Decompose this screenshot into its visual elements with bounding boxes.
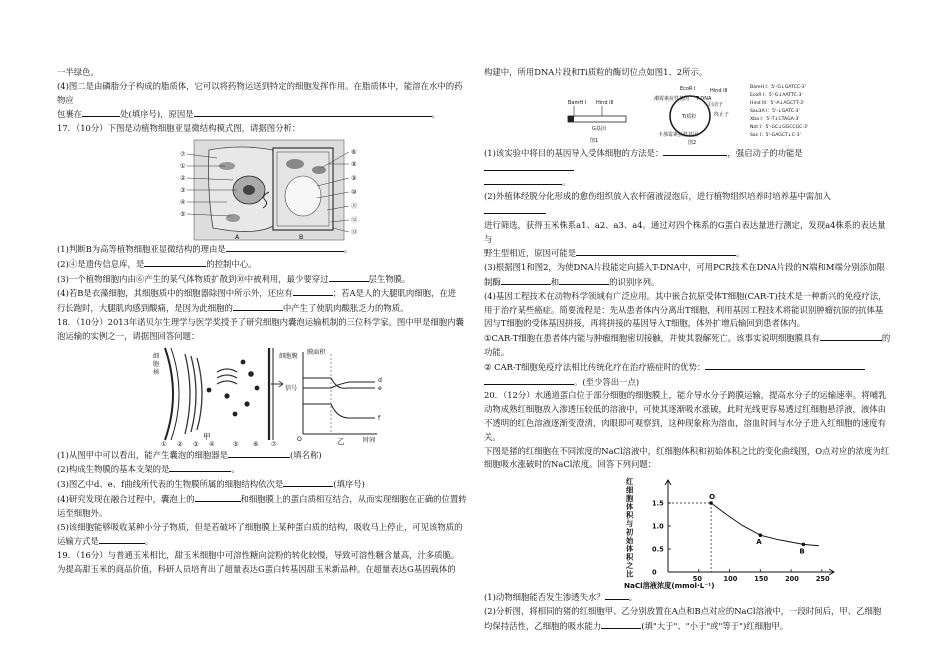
fig18-num: ③ [193, 440, 199, 448]
answer-blank[interactable] [576, 246, 736, 256]
fig1-caption: 图1 [590, 137, 599, 144]
fig2-ecori: EcoR I [680, 85, 696, 92]
answer-blank[interactable] [663, 146, 727, 156]
fig17-label: ⑦ [180, 150, 186, 158]
data-point-label: A [756, 538, 762, 547]
answer-blank[interactable] [501, 275, 551, 285]
answer-blank[interactable] [82, 107, 120, 117]
q17-4-cont [57, 301, 470, 316]
fig17-label-b: B [299, 233, 304, 241]
q19-heading: 19．（16分）与普通玉米相比，甜玉米细胞中可溶性糖向淀粉的转化较慢，导致可溶性糖含量高，汁多质脆。 [57, 550, 460, 561]
text: 。 [431, 109, 441, 120]
answer-blank[interactable] [559, 275, 609, 285]
q19-3-cont [484, 275, 892, 290]
enzyme-site: Sau3A I：5'-↓GATC-3' [750, 108, 800, 114]
q19-3: (3)根据图1和图2，为使DNA片段能定向插入T-DNA中，可用PCR技术在DNA片段的N端和M端分别添加限 [484, 262, 885, 273]
fig18-num: ⑥ [253, 440, 259, 448]
answer-blank[interactable] [233, 301, 283, 311]
answer-blank[interactable] [605, 590, 629, 600]
q19-4-1-cont: 功能。 [484, 346, 510, 357]
q19-4: (4)基因工程技术在动物科学领域有广泛应用。其中嵌合抗原受体T细胞(CAR-T)技术是一种新兴的免疫疗法， [484, 290, 887, 301]
text: (填序号) [333, 479, 365, 490]
answer-blank[interactable] [226, 242, 344, 252]
fig17-label: ② [180, 174, 186, 182]
chart-ylabel-char: 红 [626, 477, 634, 487]
data-point-label: O [709, 493, 716, 502]
chart-ylabel-char: 体 [626, 502, 634, 512]
q20-heading-cont: 动物成熟红细胞放入渗透压较低的溶液中，可使其逐渐吸水涨破，此时光线更容易透过红细胞悬浮液，液体由 [484, 404, 886, 415]
data-point [709, 501, 713, 505]
answer-blank[interactable] [484, 204, 546, 214]
fig17-label: ① [180, 162, 186, 170]
fig18-num: ① [161, 440, 167, 448]
plasmid-figure [484, 80, 892, 146]
answer-blank[interactable] [169, 462, 231, 472]
fig17-label: ⑧ [351, 160, 357, 168]
fig2-tdna: T-DNA [696, 95, 712, 102]
fig18-signal: 信号 [285, 384, 298, 392]
q20-heading: 20．（12分）水通道蛋白位于部分细胞的细胞膜上，能介导水分子跨膜运输，提高水分子的运输速率。将哺乳 [484, 390, 887, 401]
chart-points [709, 493, 805, 555]
text: (4)图二是由磷脂分子构成的脂质体，它可以将药物运送到特定的细胞发挥作用。在脂质体中，能溶在水中的药物应 [57, 80, 463, 105]
x-tick-label: 100 [723, 575, 738, 584]
fig17-label: ⑥ [351, 148, 357, 156]
text: 运输方式是 [57, 536, 99, 547]
answer-blank[interactable] [820, 331, 882, 341]
text: (填名称) [290, 449, 322, 460]
chart-axes [665, 480, 834, 575]
chart-ylabel-char: 积 [626, 552, 634, 562]
q18-4 [57, 492, 470, 507]
q20-heading-cont2: 不透明的红色溶液逐渐变澄清，肉眼即可观察到，这种现象称为溶血，溶血时间与水分子进入红细胞的速度有关。 [484, 417, 886, 442]
answer-blank[interactable] [705, 360, 865, 370]
q19-4-cont: 用于治疗某些癌症。简要流程是：先从患者体内分离出T细胞，利用基因工程技术将能识别肿瘤抗原的抗体基 [484, 304, 884, 315]
data-point [759, 534, 763, 538]
text: (填"大于"、"小于"或"等于")红细胞甲。 [641, 620, 789, 631]
fig17-label: ⑫ [351, 216, 358, 224]
fig18-curve-e: e [378, 384, 382, 392]
fig18-num: ④ [209, 440, 215, 448]
right-column [484, 66, 892, 634]
q18-5: (5)该细胞能够吸收某种小分子物质，但是若破坏了细胞膜上某种蛋白质的结构，吸收马上停止，可见该物质的 [57, 521, 463, 532]
text: ①CAR-T细胞在患者体内能与肿瘤细胞密切接触，并使其裂解死亡。该事实说明细胞膜具有 [484, 333, 820, 344]
text: ，强启动子的功能是 [727, 147, 803, 158]
text: 。 [144, 536, 154, 547]
text: 和细胞膜上的蛋白质相互结合，从而实现细胞在正确的位置转 [240, 493, 467, 504]
y-tick-label: 0 [652, 568, 657, 577]
text: 处(填序号)，原因是 [120, 109, 194, 120]
chart-ylabel-char: 比 [626, 569, 634, 579]
text: 。 [562, 177, 571, 188]
q17-heading: 17．（10分）下图是动植物细胞亚显微结构模式图，请据图分析： [57, 123, 301, 134]
q18-2 [57, 462, 470, 477]
fig2-caption: 图2 [688, 139, 697, 146]
nacl-chart [484, 472, 892, 590]
y-tick-label: 1.0 [652, 522, 664, 531]
chart-ylabel-char: 积 [626, 510, 634, 520]
x-tick-label: 200 [785, 575, 799, 584]
answer-blank[interactable] [601, 619, 641, 629]
q18-1 [57, 448, 470, 463]
fig1-hindiii: Hind III [596, 99, 614, 106]
text: 行长跑时，大腿肌肉感到酸痛，是因为此细胞的 [57, 303, 233, 314]
q19-2-cont: 进行筛选，获得玉米株系a1、a2、a3、a4。通过对四个株系的G蛋白表达量进行测定，发现a4株系的表达量与 [484, 219, 886, 244]
q19-1 [484, 146, 892, 176]
y-tick-label: 0.5 [652, 545, 664, 554]
q19-2 [484, 190, 892, 219]
text: 包裹在 [57, 109, 83, 120]
fig2-hyg: 潮霉素抗性基因 [654, 95, 690, 102]
chart-line [711, 503, 819, 546]
series-line [711, 503, 819, 546]
text: 。 [231, 464, 240, 475]
q17-4 [57, 286, 470, 301]
text: (4)研究发现在融合过程中，囊泡上的 [57, 493, 195, 504]
q20-heading-cont4: 细胞吸水涨破时的NaCl浓度。回答下列问题： [484, 459, 657, 470]
chart-ticks [652, 500, 830, 584]
q19-2-cont2 [484, 246, 892, 261]
left-top-line: 一半绿色。 [57, 67, 99, 77]
q16-4 [57, 80, 470, 108]
enzyme-site: Not I：5'-GC↓GGCCGC-3' [750, 124, 809, 130]
answer-blank[interactable] [99, 534, 145, 544]
answer-blank[interactable] [283, 477, 333, 487]
text: (1)动物细胞能否发生渗透失水？ [484, 592, 605, 603]
fig17-label-a: A [235, 233, 240, 241]
fig17-label: ③ [180, 186, 186, 194]
fig1-ggene: G基因 [592, 125, 606, 132]
fig18-xlabel: 时间 [363, 436, 376, 444]
text: (1)判断B为高等植物细胞亚显微结构的理由是 [57, 243, 226, 254]
enzyme-site: Xba I：5'-T↓CTAGA-3' [750, 116, 800, 122]
text: 均保持活性，乙细胞的吸水能力 [484, 620, 602, 631]
fig2-ti: Ti质粒 [682, 113, 697, 120]
chart-xlabel: NaCl溶液浓度(mmol·L⁻¹) [624, 581, 715, 591]
q18-heading: 18．（10分）2013年诺贝尔生理学与医学奖授予了研究细胞内囊泡运输机制的三位科学家。图中甲是细胞内囊 [57, 316, 464, 327]
q17-3 [57, 272, 470, 287]
chart-ylabel-char: 体 [626, 544, 634, 554]
q19-4-2 [484, 360, 892, 375]
q19-1-cont [484, 175, 892, 190]
answer-blank[interactable] [228, 448, 290, 458]
fig17-label: ⑤ [180, 210, 186, 218]
fig18-num: ⑤ [233, 440, 239, 448]
text: 。 [628, 592, 638, 603]
fig18-yi: 乙 [337, 436, 345, 446]
text: 。 [736, 248, 745, 259]
answer-blank[interactable] [484, 175, 562, 185]
answer-blank[interactable] [144, 257, 206, 267]
text: 的控制中心。 [206, 258, 257, 269]
answer-blank[interactable] [195, 492, 241, 502]
answer-blank[interactable] [484, 375, 574, 385]
text: 野生型相近，原因可能是 [484, 248, 577, 259]
q18-3 [57, 477, 470, 492]
text: (3)图乙中d、e、f曲线所代表的生物膜所属的细胞结构依次是 [57, 479, 284, 490]
left-column [57, 66, 470, 577]
enzyme-site: EcoR I：5'-G↓AATTC-3' [750, 92, 803, 98]
q19-heading-cont: 为提高甜玉米的商品价值，科研人员培育出了超量表达G蛋白转基因甜玉米新品种。在超量表达G基因载体的 [57, 563, 456, 574]
q18-5-cont [57, 534, 470, 549]
q20-2-cont [484, 619, 892, 634]
chart-ylabel-char: 初 [626, 527, 634, 537]
q18-4-cont: 运至细胞外。 [57, 507, 108, 518]
x-tick-label: 50 [692, 575, 702, 584]
y-tick-label: 1.5 [652, 499, 664, 508]
text: 中产生了使肌肉酸胀乏力的物质。 [282, 303, 409, 314]
chart-ylabel [625, 477, 634, 578]
fig2-hindiii: Hind III [710, 87, 728, 94]
text: ；若A是人的大腿肌肉细胞，在进 [332, 288, 457, 299]
answer-blank[interactable] [484, 161, 574, 171]
text: (2)④是遗传信息库，是 [57, 258, 145, 269]
q19-4-2-cont [484, 375, 892, 390]
chart-ylabel-char: 与 [626, 519, 634, 529]
text: 制酶 [484, 276, 501, 287]
chart-ylabel-char: 之 [626, 561, 634, 571]
fig18-jia-caption: 甲 [203, 432, 211, 441]
fig18-nucleus-label: 细胞核 [153, 352, 160, 376]
vesicle-transport-figure [57, 344, 470, 448]
q16-4-cont [57, 107, 470, 122]
enzyme-site: BamH I：5'-G↓GATCC-3' [750, 84, 806, 90]
text: (3)一个植物细胞内由⑥产生的某气体物质扩散到⑩中被利用，最少要穿过 [57, 273, 329, 284]
text: (1)从图甲中可以看出，能产生囊泡的细胞器是 [57, 449, 228, 460]
fig17-label: ⑬ [351, 228, 358, 236]
fig17-label: ⑩ [351, 188, 357, 196]
fig18-cell-membrane: 细胞膜 [279, 352, 298, 360]
fig18-num: ② [177, 440, 183, 448]
text: (2)外植体经脱分化形成的愈伤组织放入农杆菌液浸泡后，进行植物组织培养时培养基中需加入 [484, 191, 831, 202]
q17-1: (1)判断B为高等植物细胞亚显微结构的理由是 。 [57, 243, 353, 254]
fig18-curve-f: f [378, 414, 381, 422]
x-tick-label: 150 [754, 575, 769, 584]
enzyme-site: Hind III：5'-A↓AGCTT-3' [750, 100, 805, 106]
data-point [802, 543, 806, 547]
text: (1)该实验中将目的基因导入受体细胞的方法是： [484, 147, 664, 158]
fig18-curve-d: d [378, 376, 382, 384]
enzyme-site: Sac I：5'-GAGCT↓C-3' [750, 132, 801, 138]
text: ② CAR-T细胞免疫疗法相比传统化疗在治疗癌症时的优势： [484, 361, 706, 372]
fig18-num: ⑦ [271, 440, 277, 448]
q20-1 [484, 590, 892, 605]
cell-structure-figure [57, 136, 470, 242]
fig18-ylabel: 膜面积 [307, 348, 326, 356]
fig17-label: ⑪ [351, 202, 358, 210]
q19-4-cont2: 因与T细胞的受体基因拼接，再将拼接的基因导入T细胞，体外扩增后输回到患者体内。 [484, 318, 806, 329]
text: 层生物膜。 [368, 273, 411, 284]
fig1-bamhi: BamH I [568, 99, 587, 106]
fig17-label: ⑨ [351, 174, 357, 182]
text: (4)若B是衣藻细胞，其细胞质中的细胞器除图中所示外，还应有 [57, 288, 293, 299]
q18-heading-cont: 泡运输的实例之一，请据图回答问题： [57, 330, 200, 341]
x-tick-label: 250 [815, 575, 830, 584]
q20-2: (2)分析图，将相同的猪的红细胞甲、乙分别放置在A点和B点对应的NaCl溶液中，一段时间后，甲、乙细胞 [484, 605, 882, 616]
fig2-promoter: 启动子 [708, 101, 724, 108]
q20-heading-cont3: 下图是猪的红细胞在不同浓度的NaCl溶液中，红细胞体积和初始体积之比的变化曲线图，O点对应的浓度为红 [484, 445, 890, 456]
fig18-origin: O [297, 435, 302, 443]
answer-blank[interactable] [329, 272, 369, 282]
fig2-terminator: 终止子 [714, 111, 730, 118]
answer-blank[interactable] [194, 107, 432, 117]
q17-2 [57, 257, 470, 272]
text: (2)构成生物膜的基本支架的是 [57, 464, 170, 475]
text: 的识别序列。 [609, 276, 660, 287]
fig2-kan: 卡那霉素抗性基因 [658, 131, 699, 138]
text: 的 [881, 333, 891, 344]
answer-blank[interactable] [293, 286, 333, 296]
data-point-label: B [799, 547, 805, 556]
q19-4-1 [484, 331, 892, 346]
text: 和 [550, 276, 560, 287]
text: 。(至少答出一点) [574, 376, 640, 387]
chart-ylabel-char: 胞 [626, 493, 634, 503]
r-top-line: 构建中，所用DNA片段和Ti质粒的酶切位点如图1、2所示。 [484, 67, 708, 77]
fig17-label: ④ [180, 198, 186, 206]
chart-ylabel-char: 细 [626, 485, 634, 495]
chart-ylabel-char: 始 [626, 535, 634, 545]
